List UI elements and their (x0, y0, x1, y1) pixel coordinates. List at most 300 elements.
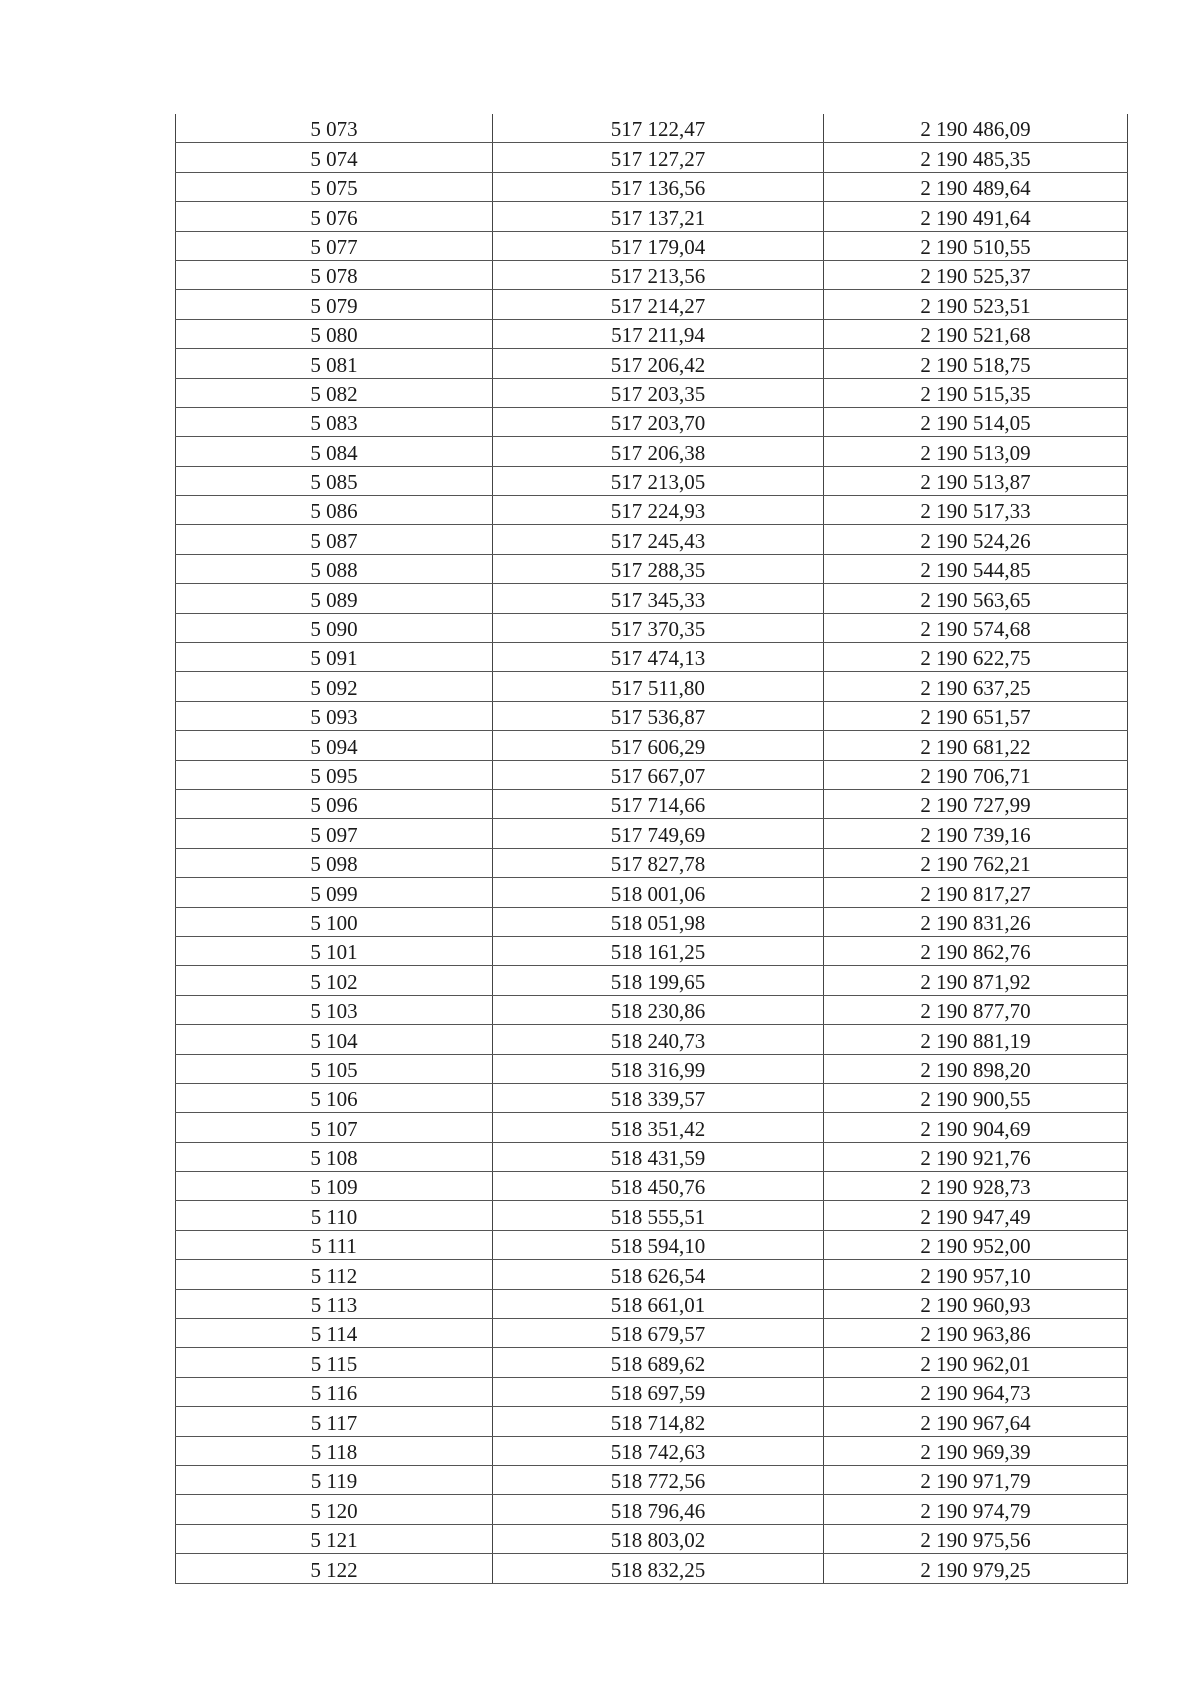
cell-text: 2 190 513,09 (920, 440, 1031, 465)
table-row (176, 1201, 1128, 1230)
y-coordinate-cell (824, 1289, 1128, 1318)
cell-text: 5 088 (310, 558, 358, 583)
cell-text: 518 679,57 (610, 1322, 706, 1347)
cell-text: 5 094 (310, 734, 358, 759)
coordinates-table (175, 114, 1128, 1584)
cell-text: 517 206,42 (610, 352, 706, 377)
cell-text: 518 051,98 (610, 910, 706, 935)
point-number-cell (176, 172, 493, 201)
x-coordinate-cell (493, 584, 824, 613)
y-coordinate-cell (824, 731, 1128, 760)
cell-text: 2 190 904,69 (920, 1116, 1031, 1141)
point-number-cell (176, 1142, 493, 1171)
cell-text: 5 091 (310, 646, 358, 671)
table-row (176, 966, 1128, 995)
cell-text: 517 122,47 (610, 117, 706, 142)
cell-text: 517 474,13 (610, 646, 706, 671)
x-coordinate-cell (493, 848, 824, 877)
cell-text: 2 190 964,73 (920, 1381, 1031, 1406)
point-number-cell (176, 1054, 493, 1083)
table-row (176, 260, 1128, 289)
cell-text: 5 110 (310, 1204, 358, 1229)
cell-text: 5 092 (310, 675, 358, 700)
point-number-cell (176, 466, 493, 495)
point-number-cell (176, 672, 493, 701)
point-number-cell (176, 407, 493, 436)
cell-text: 2 190 727,99 (920, 793, 1031, 818)
cell-text: 517 213,56 (610, 264, 706, 289)
y-coordinate-cell (824, 878, 1128, 907)
cell-text: 5 121 (310, 1528, 358, 1553)
table-row (176, 848, 1128, 877)
y-coordinate-cell (824, 701, 1128, 730)
table-row (176, 1319, 1128, 1348)
cell-text: 5 109 (310, 1175, 358, 1200)
point-number-cell (176, 290, 493, 319)
cell-text: 5 103 (310, 999, 358, 1024)
point-number-cell (176, 584, 493, 613)
cell-text: 517 370,35 (610, 617, 706, 642)
cell-text: 518 697,59 (610, 1381, 706, 1406)
table-row (176, 378, 1128, 407)
table-row (176, 231, 1128, 260)
y-coordinate-cell (824, 819, 1128, 848)
y-coordinate-cell (824, 1348, 1128, 1377)
x-coordinate-cell (493, 554, 824, 583)
x-coordinate-cell (493, 1230, 824, 1259)
point-number-cell (176, 378, 493, 407)
table-row (176, 760, 1128, 789)
point-number-cell (176, 819, 493, 848)
point-number-cell (176, 1083, 493, 1112)
table-row (176, 202, 1128, 231)
cell-text: 2 190 651,57 (920, 705, 1031, 730)
table-row (176, 437, 1128, 466)
x-coordinate-cell (493, 1436, 824, 1465)
cell-text: 518 431,59 (610, 1146, 706, 1171)
y-coordinate-cell (824, 349, 1128, 378)
point-number-cell (176, 1260, 493, 1289)
table-row (176, 643, 1128, 672)
point-number-cell (176, 701, 493, 730)
cell-text: 5 089 (310, 587, 358, 612)
cell-text: 5 097 (310, 822, 358, 847)
point-number-cell (176, 1201, 493, 1230)
table-row (176, 936, 1128, 965)
x-coordinate-cell (493, 613, 824, 642)
cell-text: 2 190 491,64 (920, 205, 1031, 230)
cell-text: 517 667,07 (610, 763, 706, 788)
cell-text: 5 112 (310, 1263, 358, 1288)
cell-text: 518 742,63 (610, 1439, 706, 1464)
table-row (176, 878, 1128, 907)
cell-text: 5 077 (310, 234, 358, 259)
y-coordinate-cell (824, 172, 1128, 201)
cell-text: 518 714,82 (610, 1410, 706, 1435)
y-coordinate-cell (824, 114, 1128, 143)
y-coordinate-cell (824, 466, 1128, 495)
cell-text: 5 074 (310, 146, 358, 171)
cell-text: 517 213,05 (610, 470, 706, 495)
cell-text: 5 087 (310, 528, 358, 553)
cell-text: 2 190 962,01 (920, 1351, 1031, 1376)
point-number-cell (176, 1495, 493, 1524)
cell-text: 2 190 963,86 (920, 1322, 1031, 1347)
y-coordinate-cell (824, 1230, 1128, 1259)
table-row (176, 1142, 1128, 1171)
y-coordinate-cell (824, 1377, 1128, 1406)
point-number-cell (176, 1113, 493, 1142)
cell-text: 2 190 489,64 (920, 176, 1031, 201)
y-coordinate-cell (824, 260, 1128, 289)
point-number-cell (176, 143, 493, 172)
cell-text: 2 190 877,70 (920, 999, 1031, 1024)
table-row (176, 172, 1128, 201)
cell-text: 2 190 485,35 (920, 146, 1031, 171)
cell-text: 5 093 (310, 705, 358, 730)
cell-text: 5 118 (310, 1439, 358, 1464)
cell-text: 5 116 (310, 1381, 358, 1406)
x-coordinate-cell (493, 878, 824, 907)
point-number-cell (176, 1289, 493, 1318)
cell-text: 2 190 563,65 (920, 587, 1031, 612)
cell-text: 5 115 (310, 1351, 358, 1376)
table-row (176, 143, 1128, 172)
cell-text: 2 190 975,56 (920, 1528, 1031, 1553)
cell-text: 518 450,76 (610, 1175, 706, 1200)
table-row (176, 466, 1128, 495)
table-row (176, 701, 1128, 730)
y-coordinate-cell (824, 496, 1128, 525)
cell-text: 5 090 (310, 617, 358, 642)
cell-text: 2 190 525,37 (920, 264, 1031, 289)
cell-text: 5 099 (310, 881, 358, 906)
cell-text: 2 190 544,85 (920, 558, 1031, 583)
table-row (176, 819, 1128, 848)
cell-text: 2 190 510,55 (920, 234, 1031, 259)
cell-text: 517 245,43 (610, 528, 706, 553)
point-number-cell (176, 878, 493, 907)
y-coordinate-cell (824, 1142, 1128, 1171)
x-coordinate-cell (493, 1113, 824, 1142)
cell-text: 2 190 928,73 (920, 1175, 1031, 1200)
x-coordinate-cell (493, 172, 824, 201)
x-coordinate-cell (493, 378, 824, 407)
point-number-cell (176, 1554, 493, 1583)
cell-text: 5 078 (310, 264, 358, 289)
point-number-cell (176, 554, 493, 583)
y-coordinate-cell (824, 1260, 1128, 1289)
cell-text: 2 190 960,93 (920, 1293, 1031, 1318)
table-row (176, 907, 1128, 936)
point-number-cell (176, 231, 493, 260)
cell-text: 2 190 831,26 (920, 910, 1031, 935)
x-coordinate-cell (493, 1524, 824, 1553)
cell-text: 2 190 523,51 (920, 293, 1031, 318)
x-coordinate-cell (493, 1495, 824, 1524)
y-coordinate-cell (824, 584, 1128, 613)
point-number-cell (176, 1377, 493, 1406)
x-coordinate-cell (493, 349, 824, 378)
y-coordinate-cell (824, 1407, 1128, 1436)
cell-text: 517 714,66 (610, 793, 706, 818)
x-coordinate-cell (493, 1319, 824, 1348)
cell-text: 518 803,02 (610, 1528, 706, 1553)
y-coordinate-cell (824, 966, 1128, 995)
y-coordinate-cell (824, 437, 1128, 466)
cell-text: 518 772,56 (610, 1469, 706, 1494)
cell-text: 2 190 971,79 (920, 1469, 1031, 1494)
cell-text: 2 190 952,00 (920, 1234, 1031, 1259)
y-coordinate-cell (824, 1201, 1128, 1230)
cell-text: 518 240,73 (610, 1028, 706, 1053)
x-coordinate-cell (493, 966, 824, 995)
point-number-cell (176, 114, 493, 143)
cell-text: 517 179,04 (610, 234, 706, 259)
x-coordinate-cell (493, 525, 824, 554)
cell-text: 5 122 (310, 1557, 358, 1582)
table-row (176, 1289, 1128, 1318)
cell-text: 517 127,27 (610, 146, 706, 171)
cell-text: 517 511,80 (611, 675, 705, 700)
y-coordinate-cell (824, 848, 1128, 877)
cell-text: 517 206,38 (610, 440, 706, 465)
point-number-cell (176, 1319, 493, 1348)
cell-text: 518 230,86 (610, 999, 706, 1024)
point-number-cell (176, 1407, 493, 1436)
x-coordinate-cell (493, 1407, 824, 1436)
point-number-cell (176, 202, 493, 231)
cell-text: 5 107 (310, 1116, 358, 1141)
point-number-cell (176, 848, 493, 877)
table-row (176, 319, 1128, 348)
point-number-cell (176, 1348, 493, 1377)
x-coordinate-cell (493, 496, 824, 525)
table-row (176, 1083, 1128, 1112)
table-row (176, 1054, 1128, 1083)
cell-text: 517 536,87 (610, 705, 706, 730)
y-coordinate-cell (824, 1465, 1128, 1494)
cell-text: 518 555,51 (610, 1204, 706, 1229)
cell-text: 517 137,21 (610, 205, 706, 230)
cell-text: 5 108 (310, 1146, 358, 1171)
x-coordinate-cell (493, 789, 824, 818)
y-coordinate-cell (824, 143, 1128, 172)
x-coordinate-cell (493, 1054, 824, 1083)
cell-text: 2 190 513,87 (920, 470, 1031, 495)
cell-text: 5 113 (310, 1293, 358, 1318)
cell-text: 2 190 957,10 (920, 1263, 1031, 1288)
table-row (176, 407, 1128, 436)
cell-text: 518 161,25 (610, 940, 706, 965)
point-number-cell (176, 966, 493, 995)
table-row (176, 1172, 1128, 1201)
y-coordinate-cell (824, 1524, 1128, 1553)
y-coordinate-cell (824, 378, 1128, 407)
x-coordinate-cell (493, 995, 824, 1024)
cell-text: 2 190 517,33 (920, 499, 1031, 524)
y-coordinate-cell (824, 554, 1128, 583)
cell-text: 5 076 (310, 205, 358, 230)
cell-text: 5 102 (310, 969, 358, 994)
y-coordinate-cell (824, 907, 1128, 936)
cell-text: 5 073 (310, 117, 358, 142)
y-coordinate-cell (824, 672, 1128, 701)
x-coordinate-cell (493, 143, 824, 172)
table-row (176, 1524, 1128, 1553)
table-row (176, 1436, 1128, 1465)
cell-text: 2 190 486,09 (920, 117, 1031, 142)
cell-text: 517 288,35 (610, 558, 706, 583)
cell-text: 2 190 681,22 (920, 734, 1031, 759)
cell-text: 2 190 898,20 (920, 1057, 1031, 1082)
cell-text: 2 190 574,68 (920, 617, 1031, 642)
cell-text: 517 749,69 (610, 822, 706, 847)
point-number-cell (176, 995, 493, 1024)
point-number-cell (176, 437, 493, 466)
y-coordinate-cell (824, 995, 1128, 1024)
cell-text: 517 345,33 (610, 587, 706, 612)
x-coordinate-cell (493, 114, 824, 143)
cell-text: 5 085 (310, 470, 358, 495)
x-coordinate-cell (493, 936, 824, 965)
y-coordinate-cell (824, 290, 1128, 319)
cell-text: 517 214,27 (610, 293, 706, 318)
cell-text: 2 190 622,75 (920, 646, 1031, 671)
y-coordinate-cell (824, 760, 1128, 789)
cell-text: 2 190 979,25 (920, 1557, 1031, 1582)
x-coordinate-cell (493, 1142, 824, 1171)
point-number-cell (176, 1172, 493, 1201)
x-coordinate-cell (493, 907, 824, 936)
cell-text: 5 101 (310, 940, 358, 965)
y-coordinate-cell (824, 1172, 1128, 1201)
cell-text: 2 190 881,19 (920, 1028, 1031, 1053)
x-coordinate-cell (493, 1025, 824, 1054)
x-coordinate-cell (493, 643, 824, 672)
cell-text: 517 606,29 (610, 734, 706, 759)
cell-text: 518 594,10 (610, 1234, 706, 1259)
table-row (176, 731, 1128, 760)
point-number-cell (176, 643, 493, 672)
x-coordinate-cell (493, 437, 824, 466)
table-row (176, 584, 1128, 613)
y-coordinate-cell (824, 1319, 1128, 1348)
cell-text: 5 075 (310, 176, 358, 201)
x-coordinate-cell (493, 1260, 824, 1289)
cell-text: 5 086 (310, 499, 358, 524)
cell-text: 518 351,42 (610, 1116, 706, 1141)
cell-text: 2 190 969,39 (920, 1439, 1031, 1464)
cell-text: 517 827,78 (610, 852, 706, 877)
y-coordinate-cell (824, 1083, 1128, 1112)
cell-text: 517 211,94 (611, 323, 705, 348)
cell-text: 5 098 (310, 852, 358, 877)
x-coordinate-cell (493, 701, 824, 730)
cell-text: 2 190 947,49 (920, 1204, 1031, 1229)
cell-text: 2 190 518,75 (920, 352, 1031, 377)
table-row (176, 114, 1128, 143)
cell-text: 2 190 862,76 (920, 940, 1031, 965)
cell-text: 5 117 (310, 1410, 358, 1435)
cell-text: 5 082 (310, 381, 358, 406)
coordinates-table-body (176, 114, 1128, 1583)
y-coordinate-cell (824, 643, 1128, 672)
point-number-cell (176, 789, 493, 818)
x-coordinate-cell (493, 760, 824, 789)
y-coordinate-cell (824, 1495, 1128, 1524)
point-number-cell (176, 1465, 493, 1494)
table-row (176, 1465, 1128, 1494)
point-number-cell (176, 907, 493, 936)
cell-text: 517 203,35 (610, 381, 706, 406)
x-coordinate-cell (493, 319, 824, 348)
cell-text: 5 111 (311, 1234, 357, 1259)
cell-text: 518 339,57 (610, 1087, 706, 1112)
cell-text: 2 190 515,35 (920, 381, 1031, 406)
y-coordinate-cell (824, 407, 1128, 436)
cell-text: 5 119 (310, 1469, 358, 1494)
point-number-cell (176, 613, 493, 642)
point-number-cell (176, 1230, 493, 1259)
x-coordinate-cell (493, 1289, 824, 1318)
cell-text: 5 114 (310, 1322, 358, 1347)
table-row (176, 290, 1128, 319)
x-coordinate-cell (493, 1172, 824, 1201)
cell-text: 517 224,93 (610, 499, 706, 524)
x-coordinate-cell (493, 407, 824, 436)
table-row (176, 1554, 1128, 1583)
table-row (176, 1230, 1128, 1259)
point-number-cell (176, 349, 493, 378)
cell-text: 518 199,65 (610, 969, 706, 994)
y-coordinate-cell (824, 231, 1128, 260)
point-number-cell (176, 260, 493, 289)
table-row (176, 554, 1128, 583)
point-number-cell (176, 936, 493, 965)
y-coordinate-cell (824, 1054, 1128, 1083)
x-coordinate-cell (493, 1377, 824, 1406)
x-coordinate-cell (493, 1348, 824, 1377)
point-number-cell (176, 760, 493, 789)
table-row (176, 349, 1128, 378)
cell-text: 2 190 514,05 (920, 411, 1031, 436)
cell-text: 518 689,62 (610, 1351, 706, 1376)
x-coordinate-cell (493, 466, 824, 495)
cell-text: 517 203,70 (610, 411, 706, 436)
cell-text: 5 084 (310, 440, 358, 465)
cell-text: 2 190 967,64 (920, 1410, 1031, 1435)
point-number-cell (176, 731, 493, 760)
cell-text: 5 080 (310, 323, 358, 348)
x-coordinate-cell (493, 1465, 824, 1494)
x-coordinate-cell (493, 1083, 824, 1112)
point-number-cell (176, 319, 493, 348)
cell-text: 2 190 871,92 (920, 969, 1031, 994)
cell-text: 5 104 (310, 1028, 358, 1053)
x-coordinate-cell (493, 1201, 824, 1230)
table-row (176, 1113, 1128, 1142)
x-coordinate-cell (493, 731, 824, 760)
table-row (176, 672, 1128, 701)
y-coordinate-cell (824, 1025, 1128, 1054)
point-number-cell (176, 1025, 493, 1054)
cell-text: 518 661,01 (610, 1293, 706, 1318)
x-coordinate-cell (493, 819, 824, 848)
table-row (176, 1348, 1128, 1377)
y-coordinate-cell (824, 525, 1128, 554)
x-coordinate-cell (493, 290, 824, 319)
